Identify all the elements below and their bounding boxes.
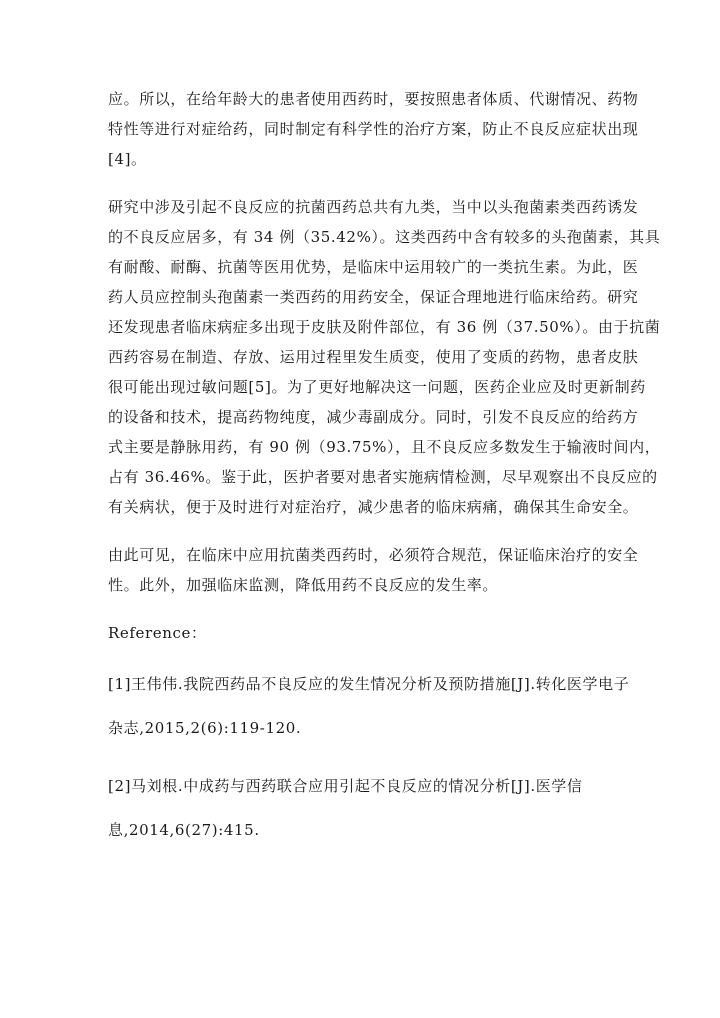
text-line: 应。所以，在给年龄大的患者使用西药时，要按照患者体质、代谢情况、药物	[108, 90, 639, 108]
reference-line: 息,2014,6(27):415.	[108, 821, 260, 839]
text-line: 占有 36.46%。鉴于此，医护者要对患者实施病情检测，尽早观察出不良反应的	[108, 468, 658, 486]
reference-line: [1]王伟伟.我院西药品不良反应的发生情况分析及预防措施[J].转化医学电子	[108, 675, 630, 693]
text-line: [4]。	[108, 150, 147, 168]
reference-line: 杂志,2015,2(6):119-120.	[108, 719, 302, 737]
text-line: 西药容易在制造、存放、运用过程里发生质变，使用了变质的药物，患者皮肤	[108, 348, 639, 366]
text-line: 特性等进行对症给药，同时制定有科学性的治疗方案，防止不良反应症状出现	[108, 120, 639, 138]
paragraph-conclusion	[108, 540, 639, 600]
text-line: 研究中涉及引起不良反应的抗菌西药总共有九类，当中以头孢菌素类西药诱发	[108, 198, 639, 216]
document-body	[108, 84, 661, 866]
text-line: 很可能出现过敏问题[5]。为了更好地解决这一问题，医药企业应及时更新制药	[108, 378, 646, 396]
paragraph-dosage-advice	[108, 84, 639, 174]
reference-line: [2]马刘根.中成药与西药联合应用引起不良反应的情况分析[J].医学信	[108, 777, 583, 795]
paragraph-study-findings	[108, 192, 661, 522]
text-line: 的不良反应居多，有 34 例（35.42%）。这类西药中含有较多的头孢菌素，其具	[108, 228, 661, 246]
reference-heading: Reference：	[108, 624, 207, 642]
text-line: 有关病状，便于及时进行对症治疗，减少患者的临床病痛，确保其生命安全。	[108, 498, 639, 516]
reference-item-2	[108, 764, 608, 852]
text-line: 性。此外，加强临床监测，降低用药不良反应的发生率。	[108, 576, 499, 594]
text-line: 还发现患者临床病症多出现于皮肤及附件部位，有 36 例（37.50%）。由于抗菌	[108, 318, 661, 336]
text-line: 的设备和技术，提高药物纯度，减少毒副成分。同时，引发不良反应的给药方	[108, 408, 639, 426]
text-line: 式主要是静脉用药，有 90 例（93.75%），且不良反应多数发生于输液时间内，	[108, 438, 661, 456]
text-line: 药人员应控制头孢菌素一类西药的用药安全，保证合理地进行临床给药。研究	[108, 288, 639, 306]
reference-item-1	[108, 662, 630, 750]
text-line: 由此可见，在临床中应用抗菌类西药时，必须符合规范，保证临床治疗的安全	[108, 546, 639, 564]
text-line: 有耐酸、耐酶、抗菌等医用优势，是临床中运用较广的一类抗生素。为此，医	[108, 258, 639, 276]
